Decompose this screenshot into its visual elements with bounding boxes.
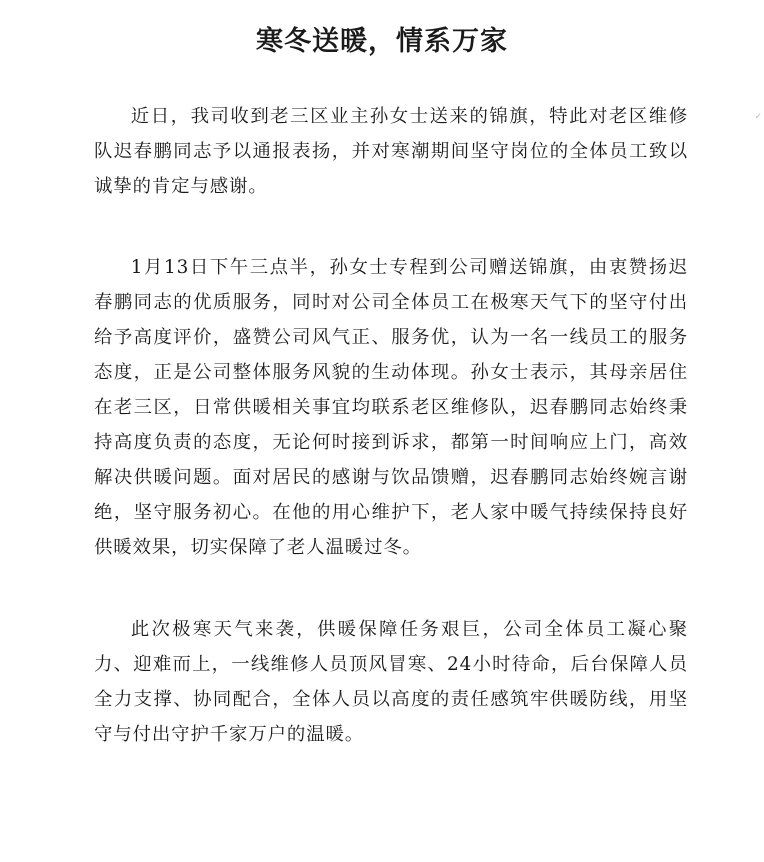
paragraph-details: 1月13日下午三点半，孙女士专程到公司赠送锦旗，由衷赞扬迟春鹏同志的优质服务，同时对公司全体员工在极寒天气下的坚守付出给予高度评价，盛赞公司风气正、服务优，认为一名一线员工的服务态度，正是公司整体服务风貌的生动体现。孙女士表示，其母亲居住在老三区，日常供暖相关事宜均联系老区维修队，迟春鹏同志始终秉持高度负责的态度，无论何时接到诉求，都第一时间响应上门，高效解决供暖问题。面对居民的感谢与饮品馈赠，迟春鹏同志始终婉言谢绝，坚守服务初心。在他的用心维护下，老人家中暖气持续保持良好供暖效果，切实保障了老人温暖过冬。 <box>94 257 688 558</box>
document-title: 寒冬送暖，情系万家 <box>256 26 508 57</box>
paragraph-intro: 近日，我司收到老三区业主孙女士送来的锦旗，特此对老区维修队迟春鹏同志予以通报表扬，并对寒潮期间坚守岗位的全体员工致以诚挚的肯定与感谢。 <box>94 106 688 197</box>
edge-tick-icon: ✓ <box>754 112 762 122</box>
paragraph-conclusion: 此次极寒天气来袭，供暖保障任务艰巨，公司全体员工凝心聚力、迎难而上，一线维修人员顶风冒寒、24小时待命，后台保障人员全力支撑、协同配合，全体人员以高度的责任感筑牢供暖防线，用坚守与付出守护千家万户的温暖。 <box>94 619 688 745</box>
